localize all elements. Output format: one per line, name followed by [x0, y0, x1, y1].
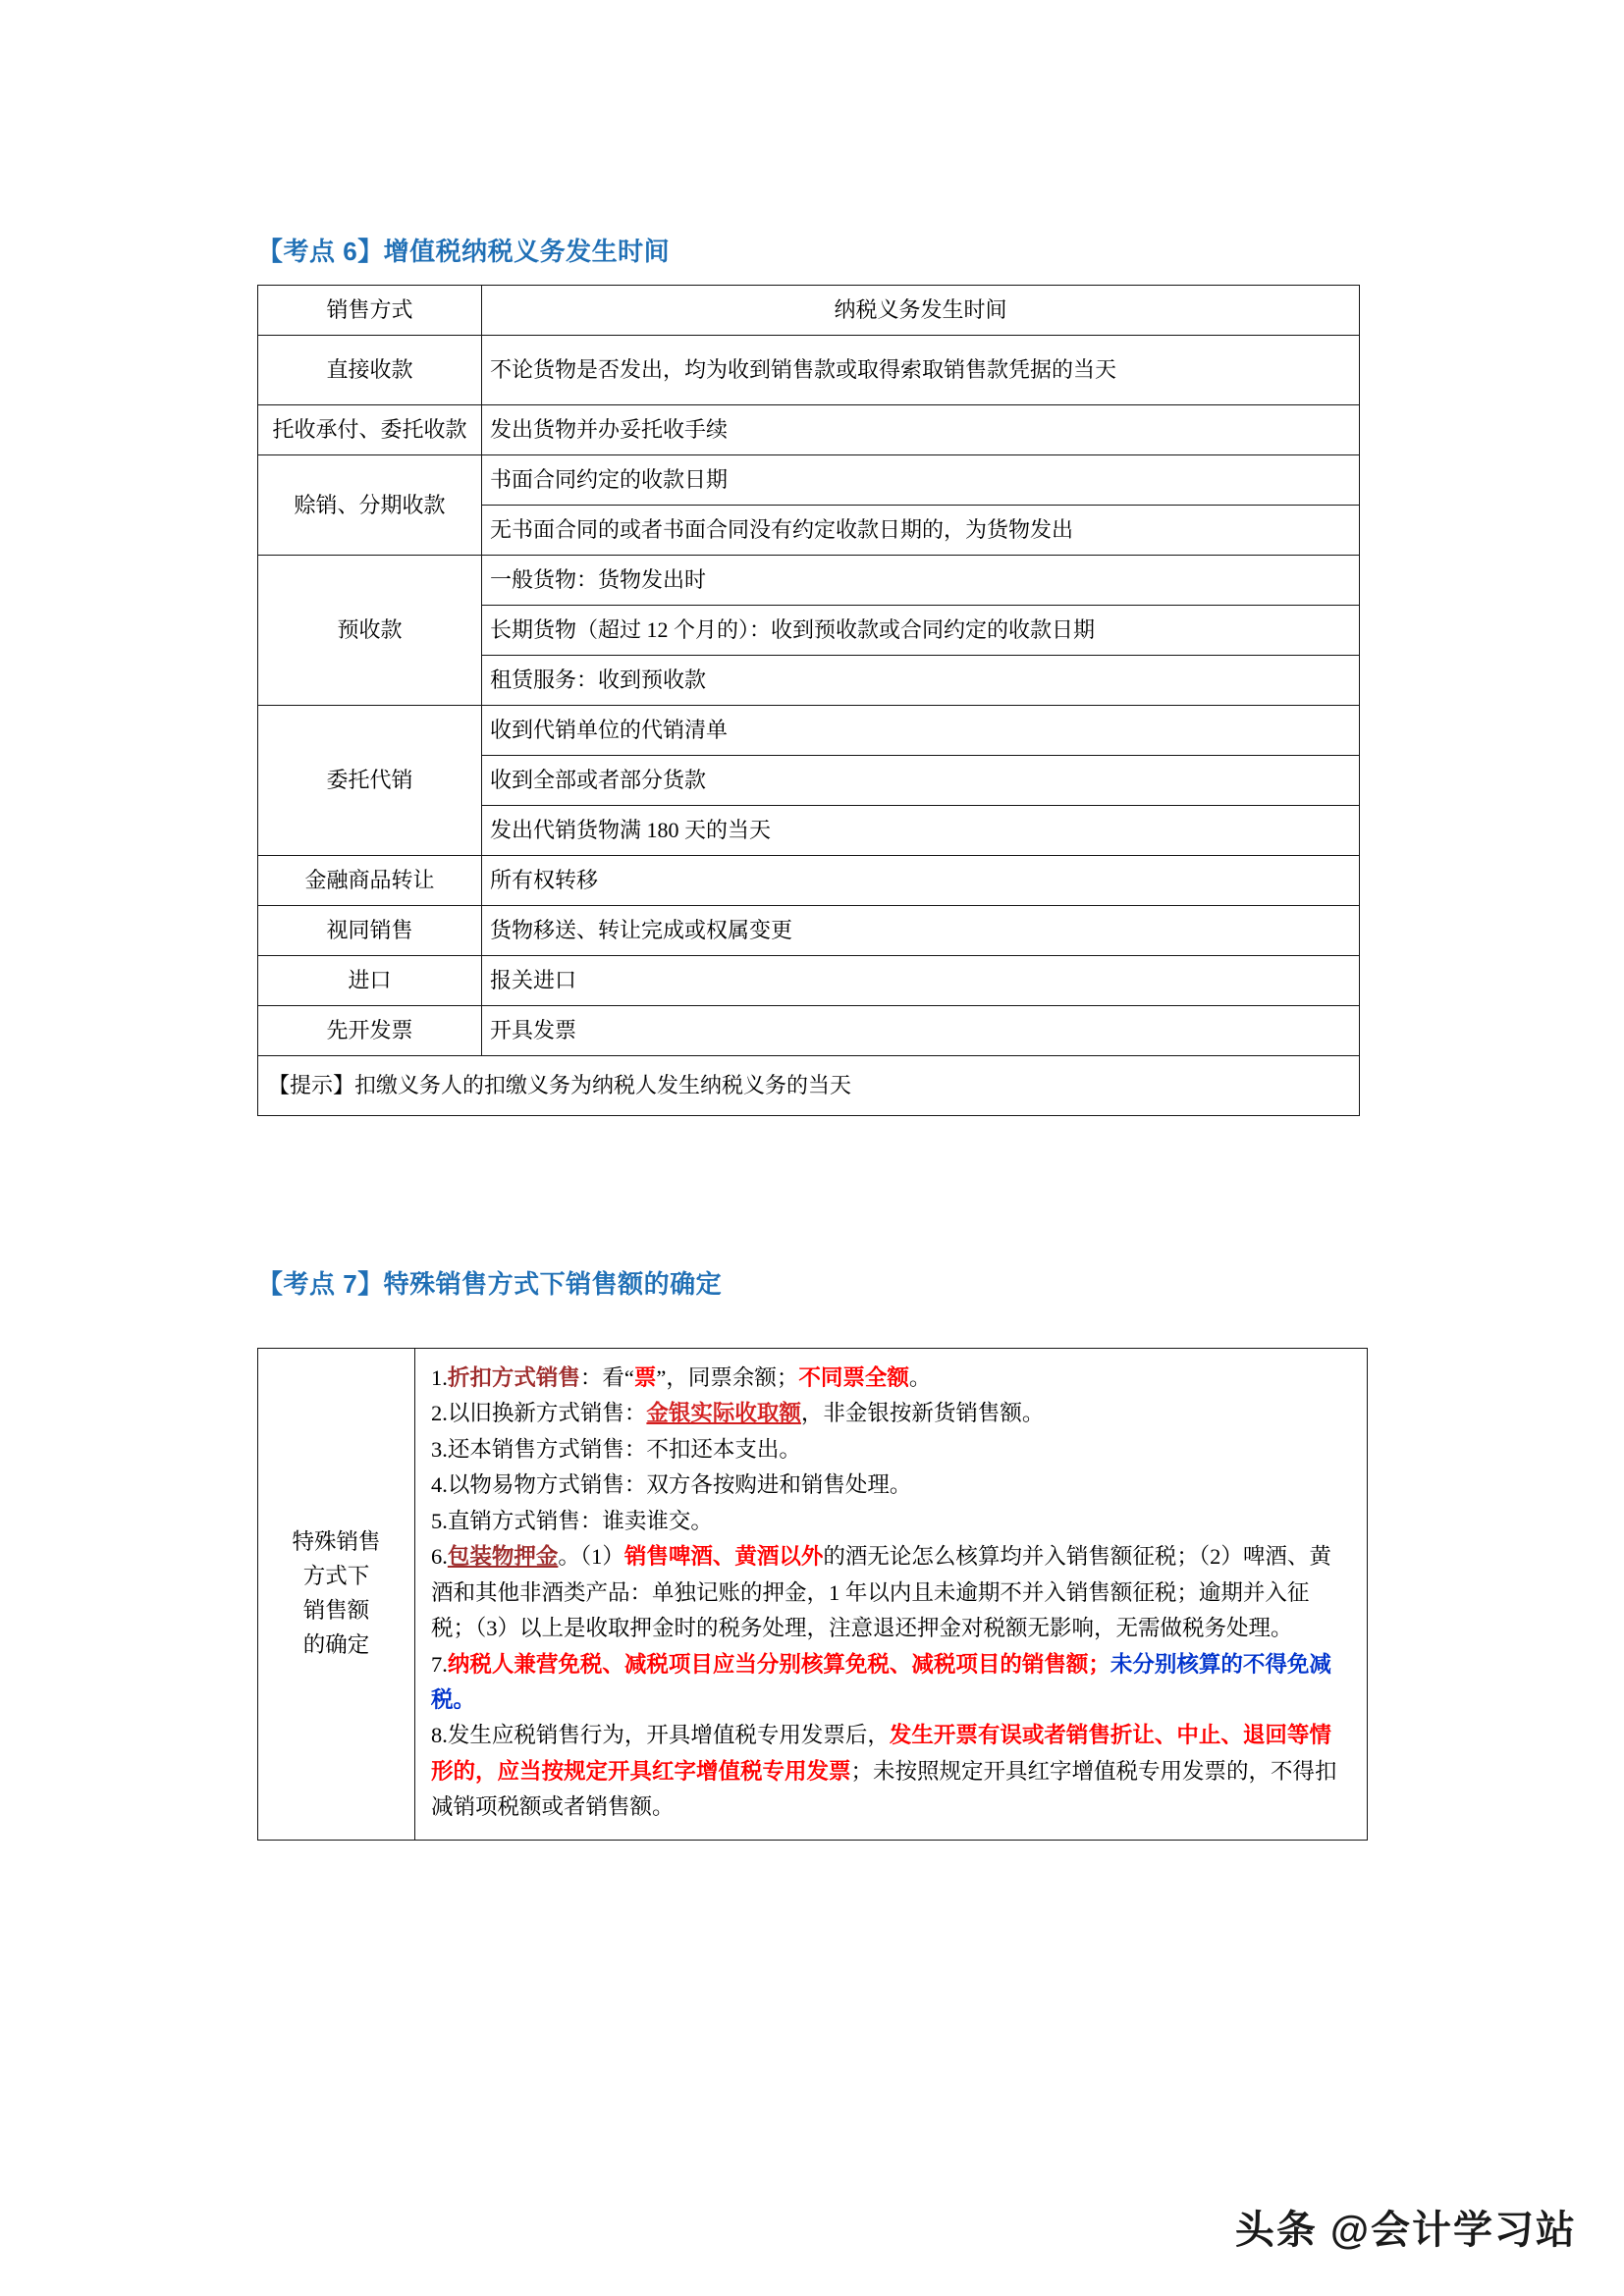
table2-row-label-line: 的确定	[302, 1631, 370, 1657]
list-item-text-run: ：看“	[579, 1365, 634, 1390]
list-item-text-run: 纳税人兼营免税、减税项目应当分别核算免税、减税项目的销售额；	[447, 1651, 1110, 1677]
table1-method-label: 金融商品转让	[258, 856, 482, 906]
table2-list-item	[431, 1468, 1353, 1503]
list-item-number: 6.	[431, 1544, 448, 1570]
table1-header-sales-method: 销售方式	[258, 286, 482, 336]
table-row	[258, 336, 1360, 405]
list-item-number: 5.	[431, 1508, 448, 1533]
list-item-text-run: 发生应税销售行为，开具增值税专用发票后，	[447, 1723, 890, 1748]
table2-list-item	[431, 1647, 1353, 1719]
table1-cell-value: 收到代销单位的代销清单	[482, 706, 1360, 756]
list-item-number: 2.	[431, 1401, 448, 1426]
table1-cell-value: 发出代销货物满 180 天的当天	[482, 806, 1360, 856]
table2-row-label-line: 销售额	[302, 1597, 370, 1623]
table-row	[258, 706, 1360, 756]
table-row-hint	[258, 1056, 1360, 1116]
list-item-text-run: 。	[908, 1365, 932, 1390]
table1-method-label: 委托代销	[258, 706, 482, 856]
table1-cell-value: 长期货物（超过 12 个月的）：收到预收款或合同约定的收款日期	[482, 606, 1360, 656]
table2-body	[258, 1349, 1368, 1841]
list-item-number: 8.	[431, 1723, 448, 1748]
table-row	[258, 906, 1360, 956]
table1-cell-value: 收到全部或者部分货款	[482, 756, 1360, 806]
table1-method-label: 托收承付、委托收款	[258, 405, 482, 455]
list-item-text-run: 的酒无论怎么核算均并入销售额征税；（2）啤酒、黄酒和其他非酒类产品：单独记账的押金，1 年以内且未逾期不并入销售额征税；逾期并入征税；（3）以上是收取押金时的税务处理，注意退还押金对税额无影响，无需做税务处理。	[431, 1544, 1331, 1641]
table1-cell-value: 租赁服务：收到预收款	[482, 656, 1360, 706]
list-item-text-run: 包装物押金	[447, 1544, 559, 1570]
table1-cell-value: 货物移送、转让完成或权属变更	[482, 906, 1360, 956]
table1-cell-value: 报关进口	[482, 956, 1360, 1006]
table1-cell-value: 书面合同约定的收款日期	[482, 455, 1360, 506]
list-item-text-run: 还本销售方式销售：不扣还本支出。	[447, 1436, 801, 1462]
table1-cell-value: 所有权转移	[482, 856, 1360, 906]
table1-method-label: 直接收款	[258, 336, 482, 405]
list-item-text-run: 未分别核算的不得免减税。	[431, 1651, 1331, 1712]
table-header-row	[258, 286, 1360, 336]
table2-list-item	[431, 1432, 1353, 1468]
table-row	[258, 455, 1360, 506]
list-item-text-run: 票	[633, 1365, 657, 1390]
table1-method-label: 视同销售	[258, 906, 482, 956]
table-row	[258, 956, 1360, 1006]
section-heading-kaodian-7: 【考点 7】特殊销售方式下销售额的确定	[257, 1269, 723, 1299]
table1-header-obligation-time: 纳税义务发生时间	[482, 286, 1360, 336]
list-item-text-run: 不同票全额	[798, 1365, 909, 1390]
list-item-text-run: ，非金银按新货销售额。	[800, 1401, 1045, 1426]
footer-watermark: 头条 @会计学习站	[1234, 2209, 1577, 2252]
table-row	[258, 405, 1360, 455]
list-item-number: 1.	[431, 1365, 448, 1390]
table1-hint-note: 【提示】扣缴义务人的扣缴义务为纳税人发生纳税义务的当天	[258, 1056, 1360, 1116]
list-item-text-run: 金银实际收取额	[646, 1401, 801, 1426]
table1-cell-value: 一般货物：货物发出时	[482, 556, 1360, 606]
table-row	[258, 1006, 1360, 1056]
list-item-number: 3.	[431, 1436, 448, 1462]
table1-method-label: 进口	[258, 956, 482, 1006]
list-item-text-run: 。（1）	[558, 1544, 624, 1570]
section-heading-kaodian-6: 【考点 6】增值税纳税义务发生时间	[257, 237, 671, 266]
table2-list-item	[431, 1361, 1353, 1396]
table2-row-label-line: 方式下	[302, 1563, 370, 1588]
list-item-number: 4.	[431, 1472, 448, 1498]
table2-content-cell	[415, 1349, 1368, 1841]
list-item-text-run: 直销方式销售：谁卖谁交。	[447, 1508, 713, 1533]
list-item-text-run: 发生开票有误或者销售折让、中止、退回等情形的，应当按规定开具红字增值税专用发票	[431, 1723, 1331, 1784]
special-sales-amount-table	[257, 1348, 1368, 1841]
table1-cell-value: 不论货物是否发出，均为收到销售款或取得索取销售款凭据的当天	[482, 336, 1360, 405]
table2-list-item	[431, 1718, 1353, 1825]
table-row	[258, 856, 1360, 906]
table2-list-item	[431, 1396, 1353, 1431]
list-item-text-run: ；未按照规定开具红字增值税专用发票的，不得扣减销项税额或者销售额。	[431, 1758, 1337, 1820]
table1-method-label: 先开发票	[258, 1006, 482, 1056]
list-item-text-run: 以旧换新方式销售：	[447, 1401, 647, 1426]
table1-body	[258, 286, 1360, 1116]
table1-cell-value: 开具发票	[482, 1006, 1360, 1056]
table-row	[258, 1349, 1368, 1841]
table2-row-label	[258, 1349, 415, 1841]
table1-cell-value: 无书面合同的或者书面合同没有约定收款日期的，为货物发出	[482, 506, 1360, 556]
tax-obligation-time-table	[257, 285, 1360, 1116]
table2-list-item	[431, 1504, 1353, 1539]
table-row	[258, 556, 1360, 606]
list-item-number: 7.	[431, 1651, 448, 1677]
list-item-text-run: 销售啤酒、黄酒以外	[623, 1544, 824, 1570]
table2-row-label-line: 特殊销售	[292, 1529, 381, 1555]
list-item-text-run: ”，同票余额；	[656, 1365, 799, 1390]
list-item-text-run: 以物易物方式销售：双方各按购进和销售处理。	[447, 1472, 912, 1498]
table1-method-label: 预收款	[258, 556, 482, 706]
table2-list-item	[431, 1539, 1353, 1646]
list-item-text-run: 折扣方式销售	[447, 1365, 580, 1390]
table1-method-label: 赊销、分期收款	[258, 455, 482, 556]
table1-cell-value: 发出货物并办妥托收手续	[482, 405, 1360, 455]
